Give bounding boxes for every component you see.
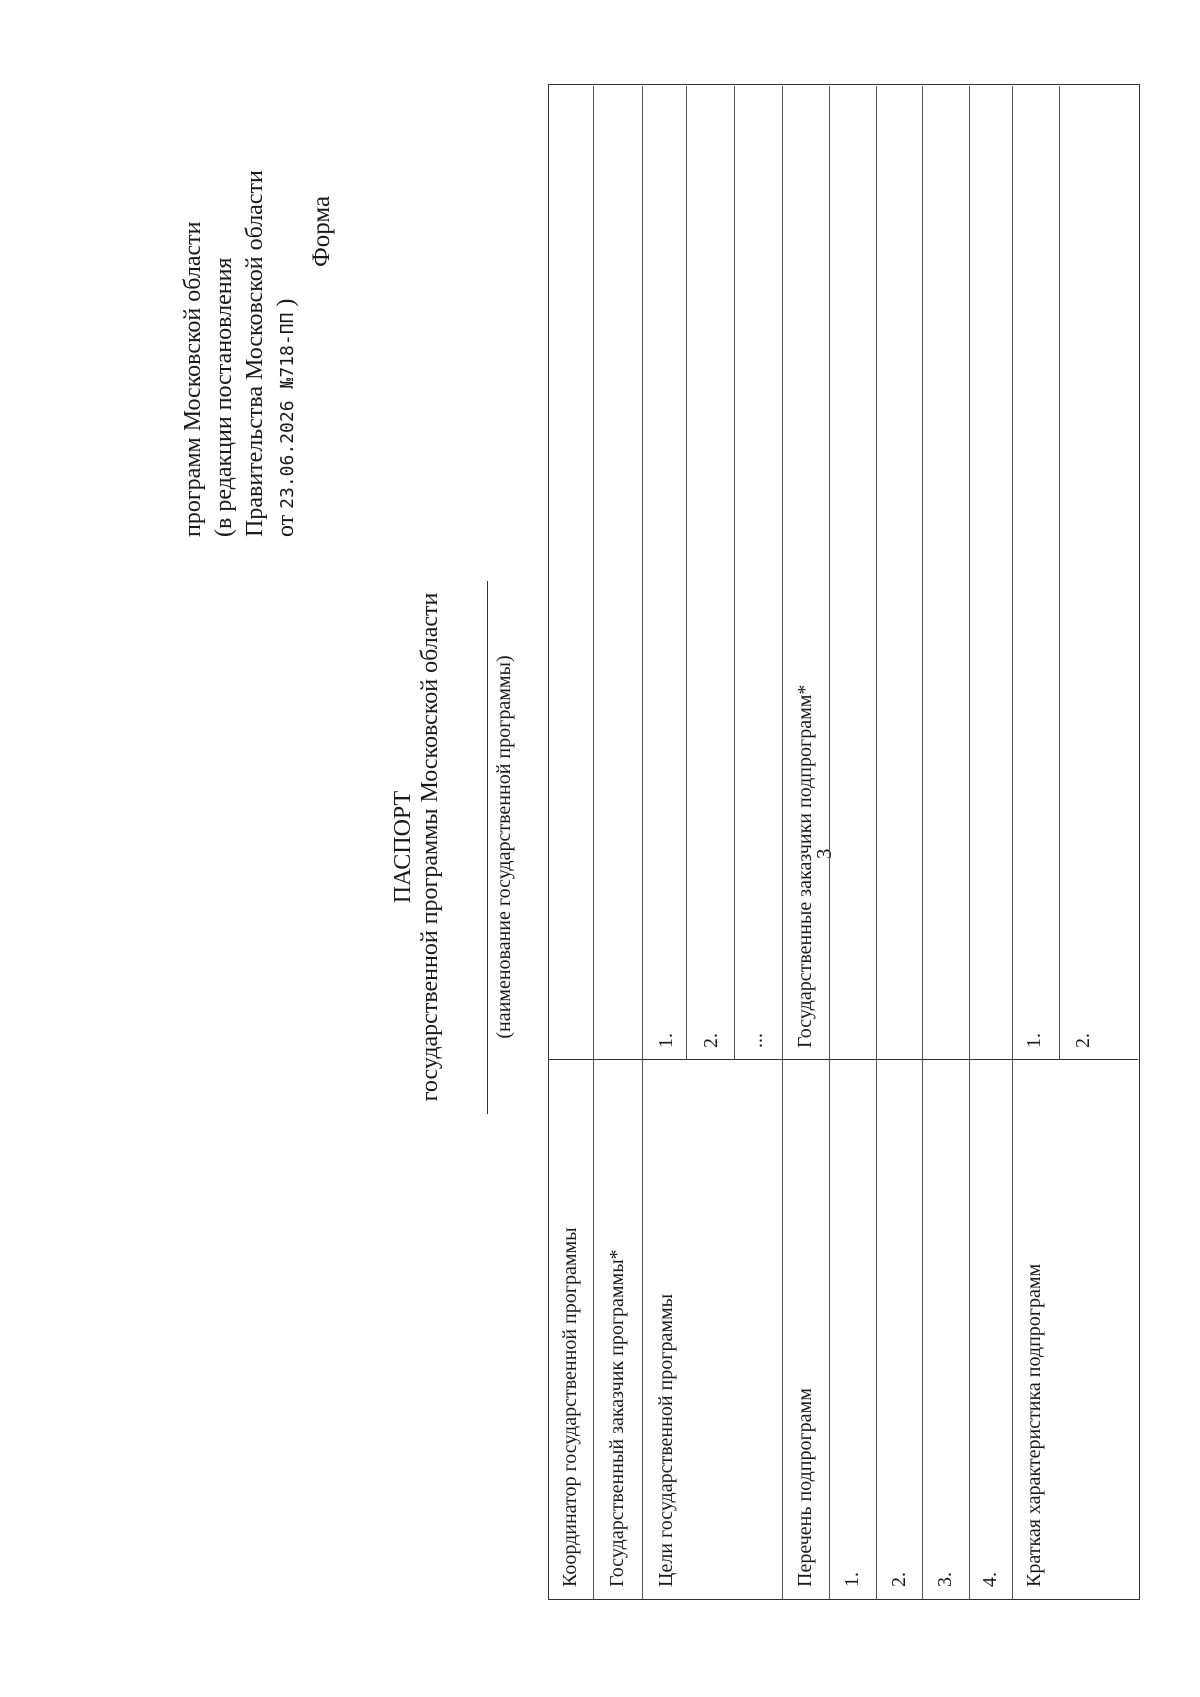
- approval-line-4: [271, 170, 303, 537]
- goals-divider: [686, 86, 687, 1060]
- row-divider: [922, 86, 923, 1599]
- row-subprogram-4-label: 4.: [979, 1572, 1001, 1587]
- goals-item-2: 2.: [700, 1033, 722, 1048]
- row-subprograms-list-label: Перечень подпрограмм: [794, 1388, 816, 1587]
- document-title: [390, 247, 444, 1447]
- characteristics-item-1: 1.: [1023, 1033, 1045, 1048]
- row-subprogram-3-label: 3.: [934, 1572, 956, 1587]
- page-number: 3: [812, 848, 836, 859]
- row-divider: [593, 86, 594, 1599]
- row-coordinator-label: Координатор государственной программы: [559, 1227, 581, 1587]
- row-divider: [876, 86, 877, 1599]
- title-line-1: ПАСПОРТ: [390, 790, 416, 904]
- characteristics-item-2: 2.: [1072, 1033, 1094, 1048]
- row-subprogram-1-label: 1.: [841, 1572, 863, 1587]
- column-divider: [549, 1059, 1138, 1060]
- approval-line-1: программ Московской области: [180, 221, 206, 537]
- row-characteristics-label: Краткая характеристика подпрограмм: [1023, 1263, 1045, 1587]
- row-customer-label: Государственный заказчик программы*: [606, 1249, 628, 1587]
- subprogram-customers-header: Государственные заказчики подпрограмм*: [794, 684, 816, 1048]
- approval-date: 23.06.2026: [277, 400, 298, 509]
- program-name-underline: [487, 581, 488, 1114]
- row-goals-label: Цели государственной программы: [655, 1293, 677, 1587]
- row-divider: [1012, 86, 1013, 1599]
- row-divider: [969, 86, 970, 1599]
- goals-divider: [734, 86, 735, 1060]
- form-label: Форма: [308, 195, 335, 267]
- passport-table: [548, 84, 1140, 1600]
- approval-line-2: (в редакции постановления: [211, 257, 237, 537]
- goals-item-ellipsis: ...: [745, 1033, 767, 1048]
- approval-closing-paren: ): [273, 298, 299, 307]
- goals-item-1: 1.: [655, 1033, 677, 1048]
- title-line-2: государственной программы Московской области: [417, 592, 443, 1102]
- program-name-caption: (наименование государственной программы): [493, 655, 515, 1039]
- approval-block: [178, 170, 303, 537]
- approval-number: №718-ПП: [277, 312, 298, 389]
- row-divider: [782, 86, 783, 1599]
- characteristics-divider: [1059, 86, 1060, 1060]
- approval-date-prefix: от: [273, 514, 299, 537]
- approval-line-3: Правительства Московской области: [242, 170, 268, 537]
- row-divider: [829, 86, 830, 1599]
- row-subprogram-2-label: 2.: [888, 1572, 910, 1587]
- row-divider: [642, 86, 643, 1599]
